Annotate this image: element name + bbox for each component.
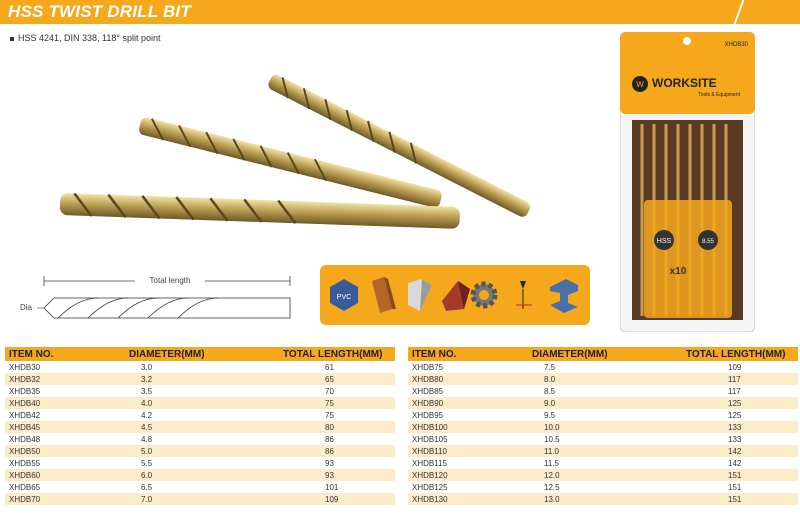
header-diameter: DIAMETER(MM) — [121, 347, 265, 361]
diameter-cell: 12.5 — [524, 481, 668, 493]
header-diameter: DIAMETER(MM) — [524, 347, 668, 361]
table-row — [5, 421, 395, 433]
table-row — [408, 397, 798, 409]
table-row — [5, 481, 395, 493]
table-header-row — [408, 347, 798, 361]
wood-icon — [364, 275, 400, 315]
page-title: HSS TWIST DRILL BIT — [8, 2, 191, 21]
svg-text:PVC: PVC — [336, 294, 352, 301]
item-no-cell: XHDB85 — [408, 385, 524, 397]
product-package — [620, 32, 755, 332]
item-no-cell: XHDB75 — [408, 361, 524, 373]
spec-text: HSS 4241, DIN 338, 118° split point — [18, 33, 161, 43]
total-length-cell: 117 — [668, 385, 798, 397]
spec-table-right — [408, 347, 798, 505]
total-length-cell: 86 — [265, 433, 395, 445]
table-row — [5, 373, 395, 385]
diameter-cell: 10.5 — [524, 433, 668, 445]
item-no-cell: XHDB42 — [5, 409, 121, 421]
gear-icon — [466, 275, 502, 315]
table-row — [5, 445, 395, 457]
total-length-cell: 109 — [668, 361, 798, 373]
item-no-cell: XHDB100 — [408, 421, 524, 433]
item-no-cell: XHDB115 — [408, 457, 524, 469]
diameter-cell: 3.0 — [121, 361, 265, 373]
total-length-cell: 93 — [265, 457, 395, 469]
diameter-cell: 4.2 — [121, 409, 265, 421]
dimension-diagram — [10, 268, 300, 328]
item-no-cell: XHDB40 — [5, 397, 121, 409]
total-length-cell: 86 — [265, 445, 395, 457]
material-icons-panel — [320, 265, 590, 325]
table-row — [408, 409, 798, 421]
item-no-cell: XHDB65 — [5, 481, 121, 493]
diameter-cell: 3.5 — [121, 385, 265, 397]
table-row — [408, 433, 798, 445]
total-length-cell: 133 — [668, 433, 798, 445]
diameter-cell: 11.5 — [524, 457, 668, 469]
table-row — [408, 361, 798, 373]
diameter-cell: 3.2 — [121, 373, 265, 385]
table-row — [408, 385, 798, 397]
table-row — [5, 409, 395, 421]
table-row — [5, 433, 395, 445]
table-header-row — [5, 347, 395, 361]
table-row — [5, 361, 395, 373]
total-length-cell: 70 — [265, 385, 395, 397]
item-no-cell: XHDB105 — [408, 433, 524, 445]
table-row — [5, 469, 395, 481]
diameter-cell: 9.0 — [524, 397, 668, 409]
item-no-cell: XHDB90 — [408, 397, 524, 409]
bullet-icon — [10, 37, 14, 41]
item-no-cell: XHDB32 — [5, 373, 121, 385]
table-row — [408, 469, 798, 481]
metal-icon — [402, 275, 438, 315]
table-row — [5, 397, 395, 409]
header-total-length: TOTAL LENGTH(MM) — [668, 347, 798, 361]
diameter-cell: 9.5 — [524, 409, 668, 421]
diameter-cell: 5.5 — [121, 457, 265, 469]
item-no-cell: XHDB70 — [5, 493, 121, 505]
total-length-cell: 125 — [668, 397, 798, 409]
package-brand: WORKSITE — [652, 76, 717, 90]
spec-line — [10, 33, 161, 43]
item-no-cell: XHDB130 — [408, 493, 524, 505]
package-code: XHDB30 — [724, 42, 748, 48]
total-length-cell: 65 — [265, 373, 395, 385]
header-total-length: TOTAL LENGTH(MM) — [265, 347, 395, 361]
total-length-cell: 142 — [668, 457, 798, 469]
item-no-cell: XHDB110 — [408, 445, 524, 457]
total-length-cell: 133 — [668, 421, 798, 433]
total-length-label: Total length — [149, 276, 191, 285]
diameter-cell: 4.0 — [121, 397, 265, 409]
package-hss-label: HSS — [656, 238, 672, 245]
item-no-cell: XHDB55 — [5, 457, 121, 469]
total-length-cell: 151 — [668, 469, 798, 481]
total-length-cell: 75 — [265, 397, 395, 409]
diameter-cell: 7.0 — [121, 493, 265, 505]
total-length-cell: 125 — [668, 409, 798, 421]
diameter-cell: 4.5 — [121, 421, 265, 433]
item-no-cell: XHDB95 — [408, 409, 524, 421]
drill-angle-icon — [506, 275, 542, 315]
table-row — [5, 385, 395, 397]
diameter-cell: 8.5 — [524, 385, 668, 397]
drill-bits-image — [50, 60, 550, 240]
total-length-cell: 117 — [668, 373, 798, 385]
header-item-no: ITEM NO. — [5, 347, 121, 361]
item-no-cell: XHDB35 — [5, 385, 121, 397]
total-length-cell: 75 — [265, 409, 395, 421]
pvc-icon — [326, 275, 362, 315]
item-no-cell: XHDB60 — [5, 469, 121, 481]
dia-label: Dia — [20, 303, 33, 312]
table-row — [408, 481, 798, 493]
total-length-cell: 80 — [265, 421, 395, 433]
drill-outline — [44, 298, 290, 318]
item-no-cell: XHDB80 — [408, 373, 524, 385]
diameter-cell: 6.5 — [121, 481, 265, 493]
diameter-cell: 11.0 — [524, 445, 668, 457]
table-row — [408, 457, 798, 469]
svg-text:W: W — [636, 80, 644, 89]
table-row — [408, 421, 798, 433]
total-length-cell: 101 — [265, 481, 395, 493]
steel-beam-icon — [546, 275, 582, 315]
diameter-cell: 12.0 — [524, 469, 668, 481]
diameter-cell: 5.0 — [121, 445, 265, 457]
diameter-cell: 13.0 — [524, 493, 668, 505]
header-bar — [0, 0, 800, 24]
item-no-cell: XHDB30 — [5, 361, 121, 373]
diameter-cell: 7.5 — [524, 361, 668, 373]
diameter-cell: 10.0 — [524, 421, 668, 433]
item-no-cell: XHDB120 — [408, 469, 524, 481]
package-count-label: x10 — [669, 266, 687, 277]
table-row — [408, 373, 798, 385]
spec-table-left — [5, 347, 395, 505]
total-length-cell: 142 — [668, 445, 798, 457]
table-row — [408, 493, 798, 505]
total-length-cell: 151 — [668, 493, 798, 505]
item-no-cell: XHDB125 — [408, 481, 524, 493]
table-row — [5, 493, 395, 505]
table-row — [408, 445, 798, 457]
diameter-cell: 6.0 — [121, 469, 265, 481]
header-slash — [734, 0, 745, 24]
header-item-no: ITEM NO. — [408, 347, 524, 361]
package-tagline: Tools & Equipment — [698, 92, 740, 98]
item-no-cell: XHDB50 — [5, 445, 121, 457]
total-length-cell: 61 — [265, 361, 395, 373]
item-no-cell: XHDB48 — [5, 433, 121, 445]
diameter-cell: 4.8 — [121, 433, 265, 445]
table-row — [5, 457, 395, 469]
item-no-cell: XHDB45 — [5, 421, 121, 433]
total-length-cell: 109 — [265, 493, 395, 505]
total-length-cell: 151 — [668, 481, 798, 493]
diameter-cell: 8.0 — [524, 373, 668, 385]
package-size-label: 8.55 — [702, 239, 714, 245]
total-length-cell: 93 — [265, 469, 395, 481]
